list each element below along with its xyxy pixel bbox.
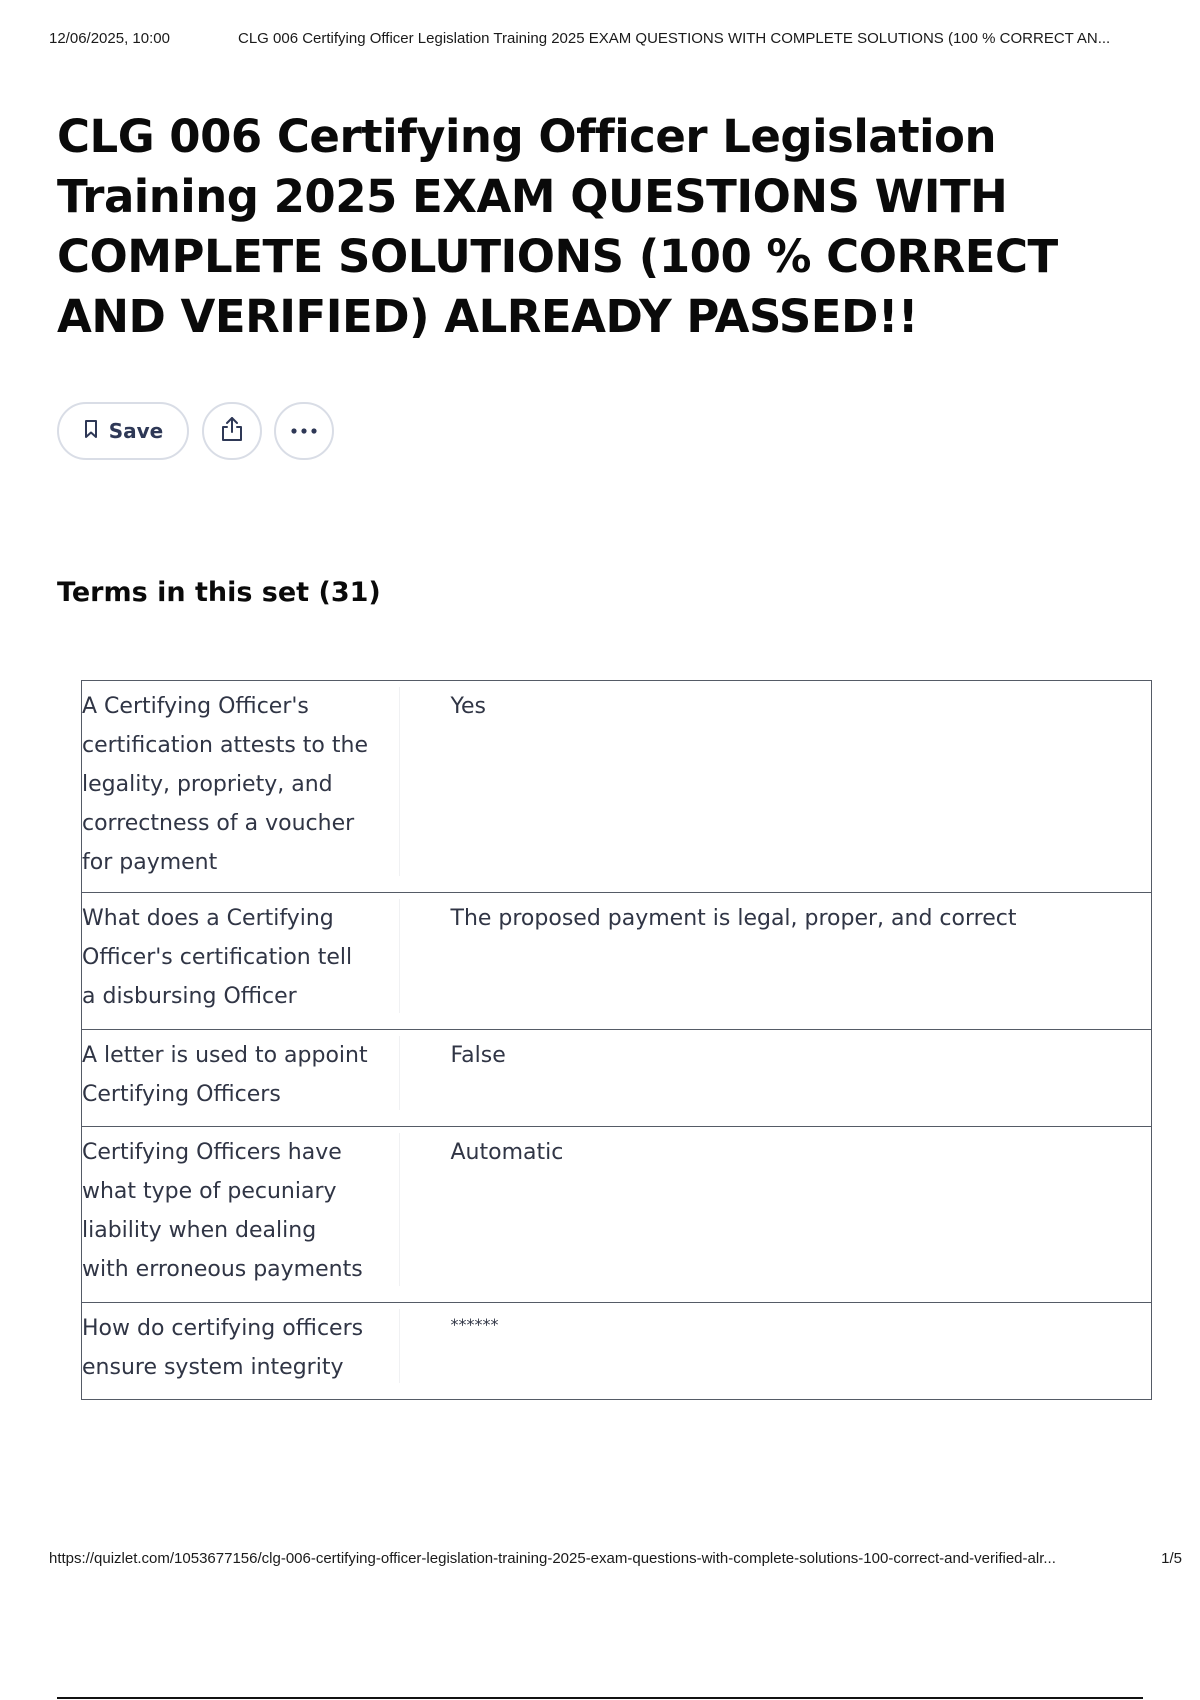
term-row <box>82 893 1152 1030</box>
print-datetime: 12/06/2025, 10:00 <box>49 30 170 47</box>
definition-text: Yes <box>400 681 1152 893</box>
term-text: What does a Certifying Officer's certification tell a disbursing Officer <box>82 893 400 1030</box>
bookmark-icon <box>83 419 99 444</box>
print-source-url: https://quizlet.com/1053677156/clg-006-certifying-officer-legislation-training-2025-exam-questions-with-complete-solutions-100-correct-and-verified-alr... <box>49 1550 1056 1567</box>
term-row <box>82 681 1152 893</box>
page-title: CLG 006 Certifying Officer Legislation Training 2025 EXAM QUESTIONS WITH COMPLETE SOLUTIONS (100 % CORRECT AND VERIFIED) ALREADY PASSED!! <box>57 110 1058 343</box>
term-text: A letter is used to appoint Certifying Officers <box>82 1030 400 1127</box>
term-text: A Certifying Officer's certification attests to the legality, propriety, and correctness of a voucher for payment <box>82 681 400 893</box>
save-button-label: Save <box>108 419 164 443</box>
print-page-number: 1/5 <box>1161 1550 1182 1567</box>
share-button[interactable] <box>202 402 262 460</box>
definition-text: False <box>400 1030 1152 1127</box>
term-text: How do certifying officers ensure system integrity <box>82 1303 400 1400</box>
share-icon <box>219 415 245 448</box>
terms-table <box>81 680 1152 1400</box>
more-horizontal-icon <box>290 422 318 440</box>
term-row <box>82 1030 1152 1127</box>
term-text: Certifying Officers have what type of pecuniary liability when dealing with erroneous payments <box>82 1127 400 1303</box>
terms-section-heading: Terms in this set (31) <box>57 577 381 608</box>
definition-text: The proposed payment is legal, proper, and correct <box>400 893 1152 1030</box>
definition-text: ****** <box>400 1303 1152 1400</box>
term-row <box>82 1127 1152 1303</box>
definition-text: Automatic <box>400 1127 1152 1303</box>
page-divider <box>57 1697 1143 1699</box>
term-row <box>82 1303 1152 1400</box>
more-options-button[interactable] <box>274 402 334 460</box>
save-button[interactable] <box>57 402 189 460</box>
print-footer <box>49 1550 1182 1570</box>
print-header <box>49 30 1182 50</box>
print-document-title: CLG 006 Certifying Officer Legislation Training 2025 EXAM QUESTIONS WITH COMPLETE SOLUTIONS (100 % CORRECT AN... <box>238 30 1111 47</box>
